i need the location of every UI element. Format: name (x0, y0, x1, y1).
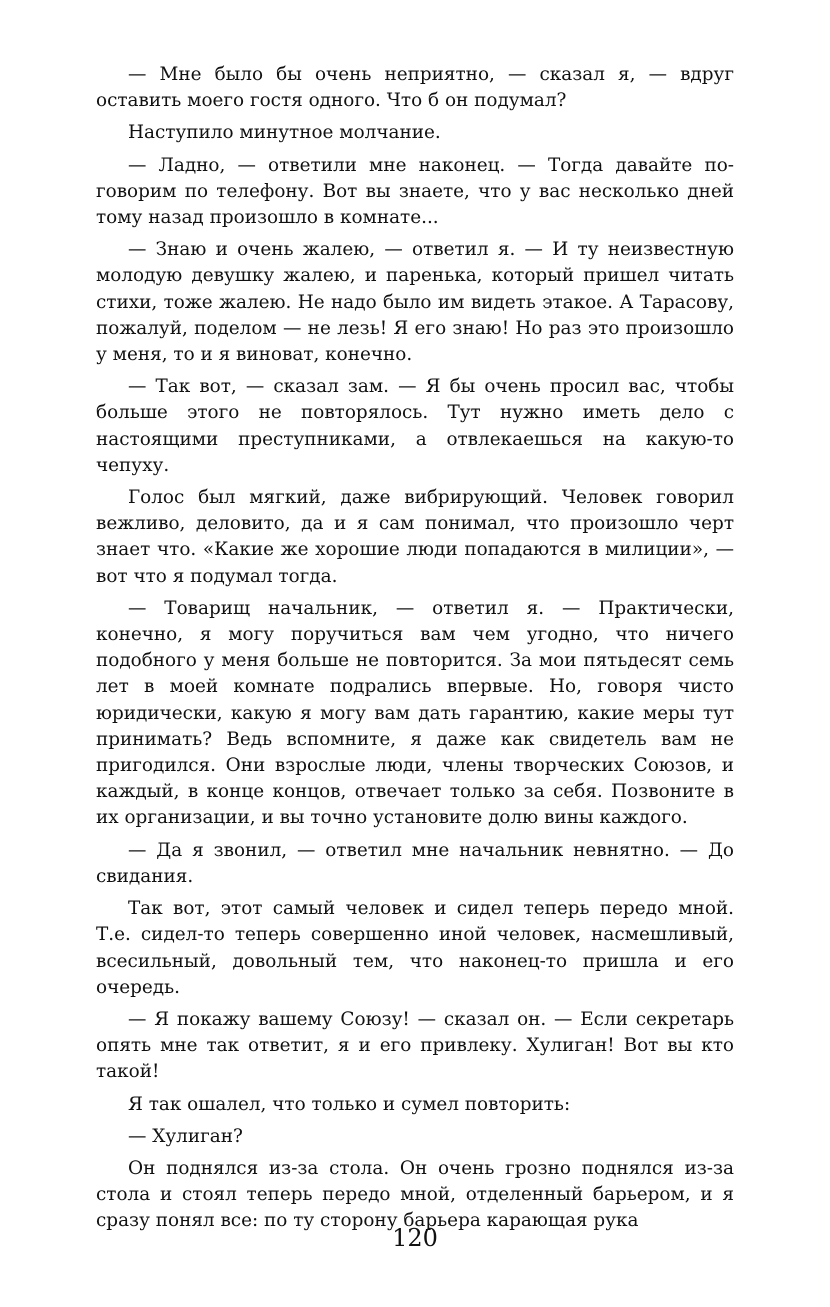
paragraph-4: — Знаю и очень жалею, — ответил я. — И ту неизвестную молодую девушку жалею, и паренька, который пришел читать стихи, тоже жалею. Не надо было им видеть этакое. А Тарасову, пожалуй, поделом — не лезь! Я его знаю! Но раз это произошло у меня, то и я виноват, конечно. (96, 239, 734, 366)
page-body (96, 62, 734, 1235)
paragraph-5: — Так вот, — сказал зам. — Я бы очень просил вас, чтобы больше этого не повторялось. Тут нужно иметь дело с настоящими преступниками, а отвлекаешься на какую-то чепуху. (96, 376, 734, 476)
paragraph-2: Наступило минутное молчание. (128, 122, 441, 144)
paragraph-12: — Хулиган? (128, 1125, 243, 1147)
paragraph-3: — Ладно, — ответили мне наконец. — Тогда давайте поговорим по телефону. Вот вы знаете, что у вас несколько дней тому назад произошло в комнате... (96, 154, 734, 229)
paragraph-1: — Мне было бы очень неприятно, — сказал я, — вдруг оставить моего гостя одного. Что б он подумал? (96, 64, 734, 112)
paragraph-8: — Да я звонил, — ответил мне начальник невнятно. — До свидания. (96, 839, 734, 887)
paragraph-11: Я так ошалел, что только и сумел повторить: (128, 1093, 571, 1115)
paragraph-13: Он поднялся из-за стола. Он очень грозно поднялся из-за стола и стоял теперь передо мной, отделенный барьером, и я сразу понял все: по ту сторону барьера карающая рука (96, 1157, 734, 1232)
paragraph-6: Голос был мягкий, даже вибрирующий. Человек говорил вежливо, деловито, да и я сам понимал, что произошло черт знает что. «Какие же хорошие люди попадаются в милиции», — вот что я подумал тогда. (96, 487, 734, 587)
paragraph-7: — Товарищ начальник, — ответил я. — Практически, конечно, я могу поручиться вам чем угодно, что ничего подобного у меня больше не повторится. За мои пятьдесят семь лет в моей комнате подрались впервые. Но, говоря чисто юридически, какую я могу вам дать гарантию, какие меры тут принимать? Ведь вспомните, я даже как свидетель вам не пригодился. Они взрослые люди, члены творческих Союзов, и каждый, в конце концов, отвечает только за себя. Позвоните в их организации, и вы точно установите долю вины каждого. (96, 597, 734, 829)
paragraph-10: — Я покажу вашему Союзу! — сказал он. — Если секретарь опять мне так ответит, я и его привлеку. Хулиган! Вот вы кто такой! (96, 1008, 734, 1083)
paragraph-9: Так вот, этот самый человек и сидел теперь передо мной. Т.е. сидел-то теперь совершенно иной человек, насмешливый, всесильный, довольный тем, что наконец-то пришла и его очередь. (96, 898, 734, 998)
page-number: 120 (392, 1224, 438, 1252)
